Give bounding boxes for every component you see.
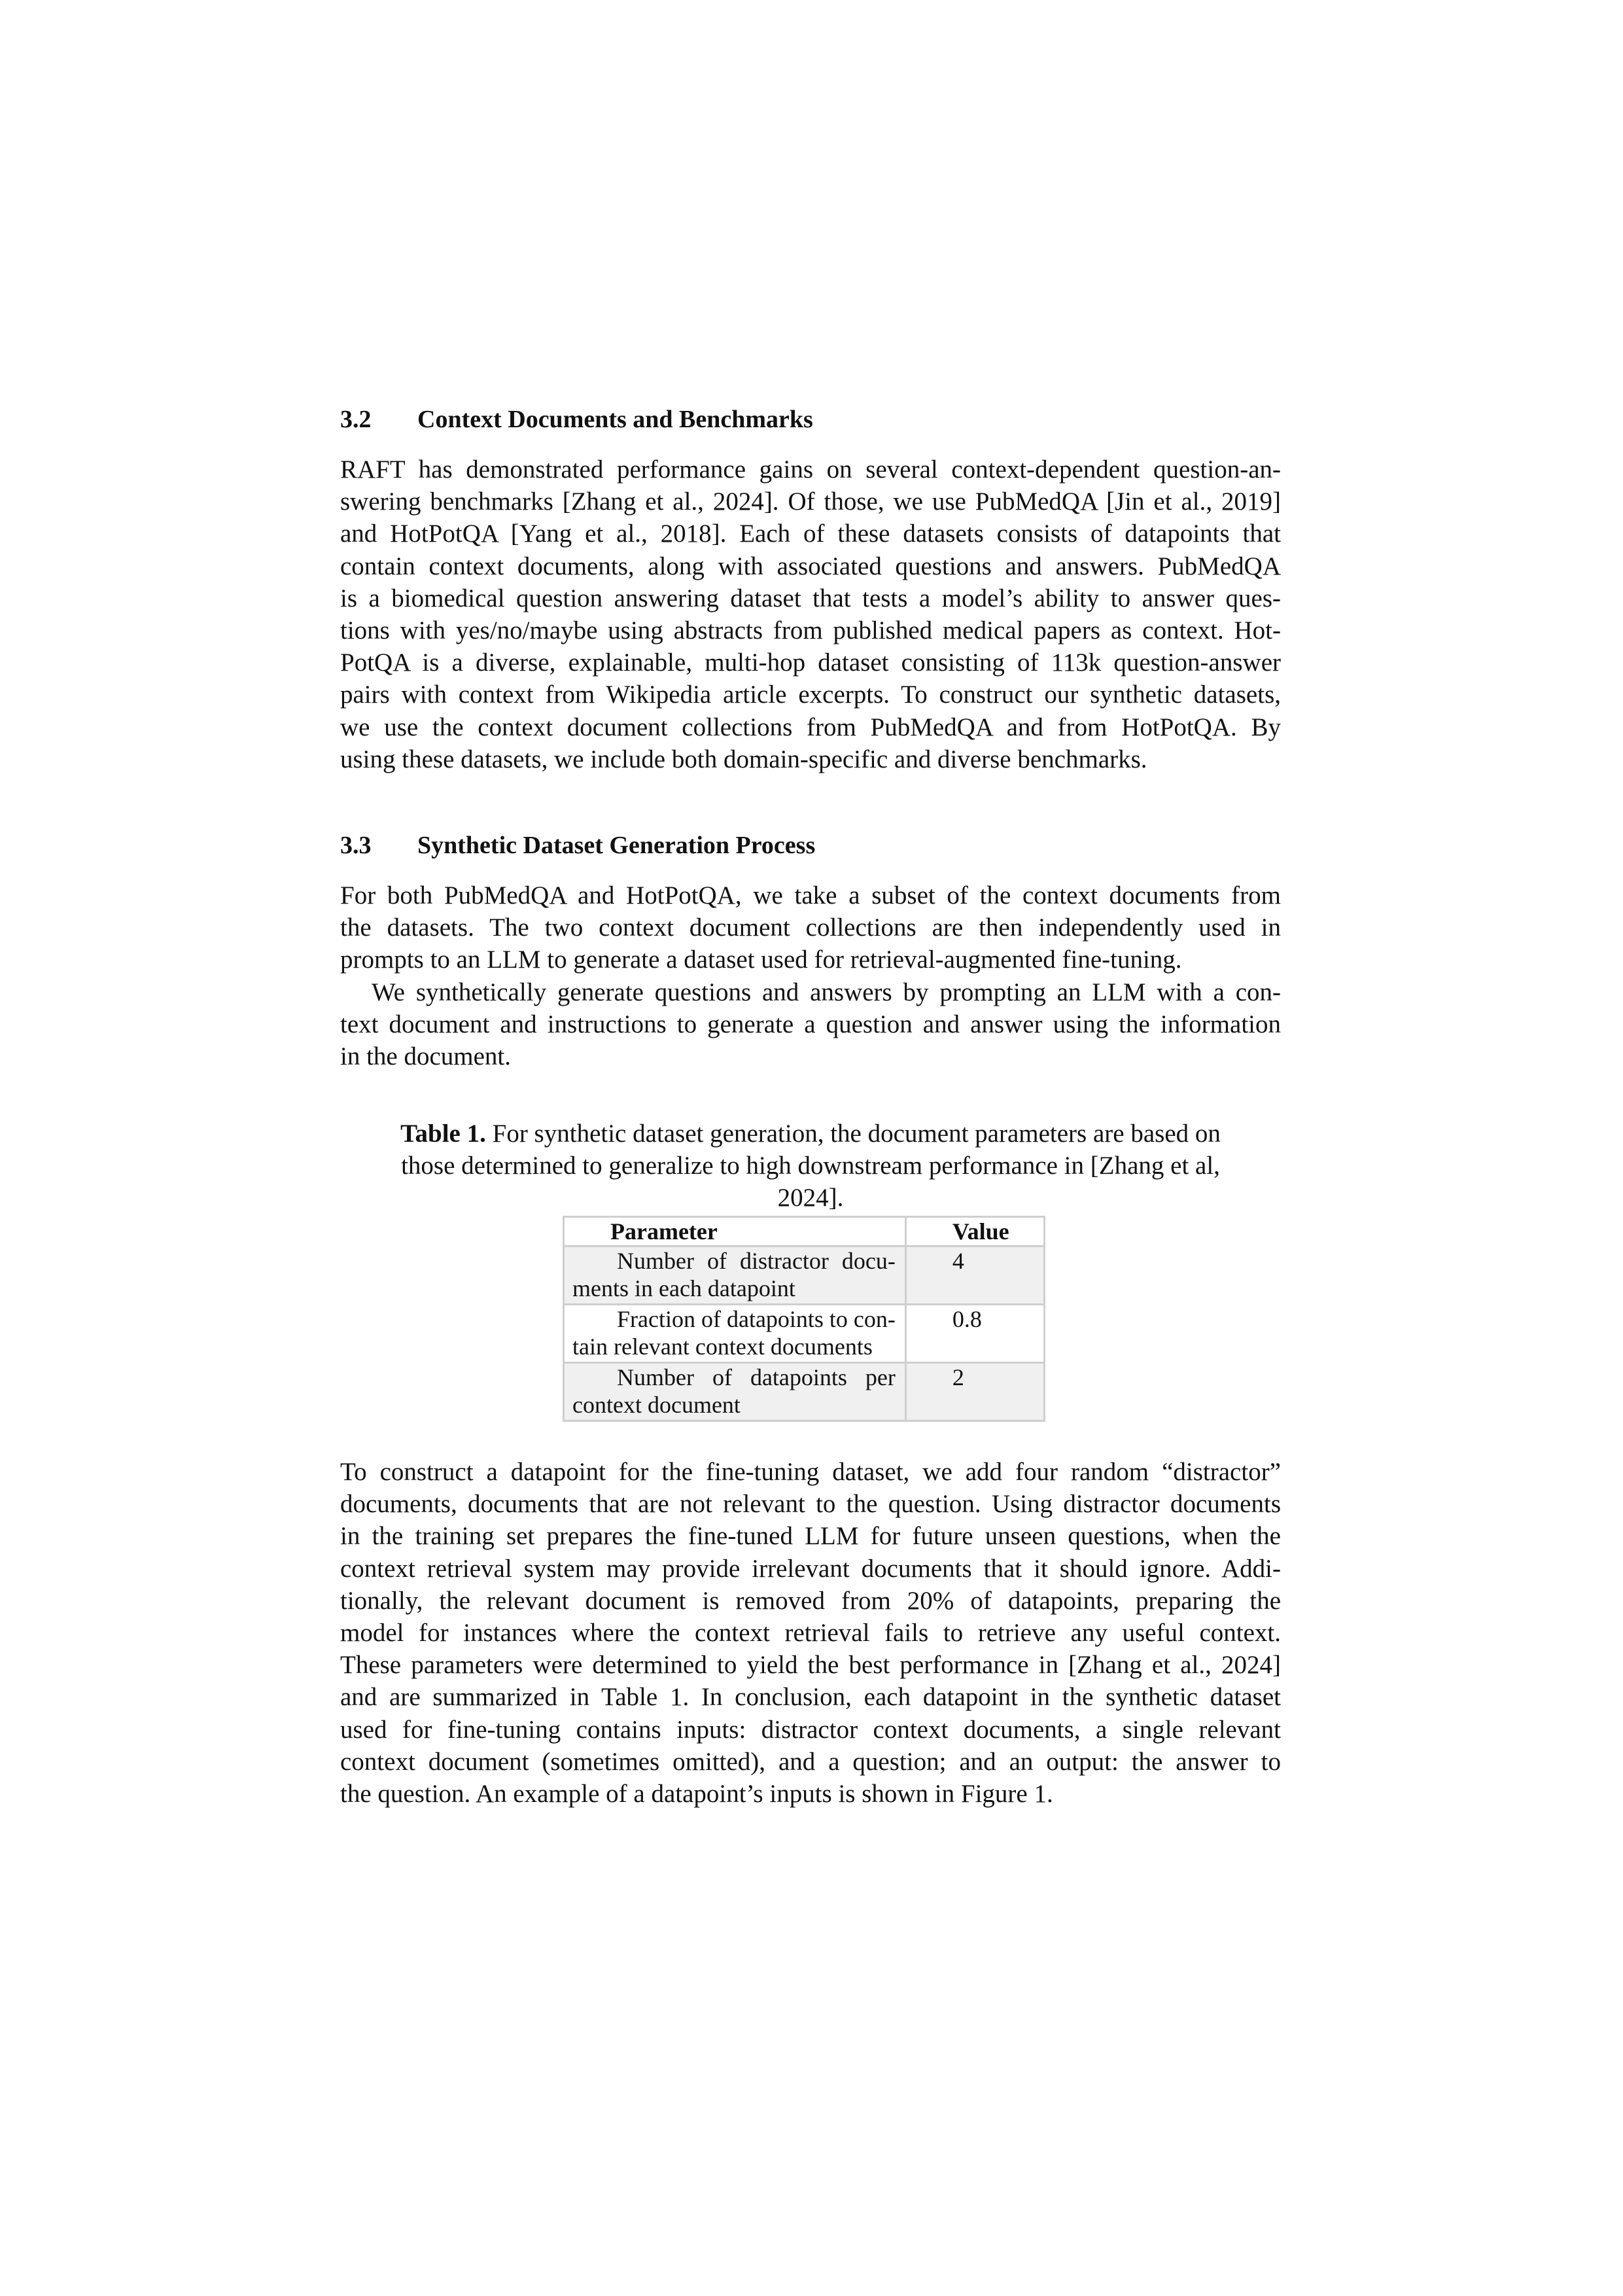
paragraph-3-3-3: [340, 1456, 1281, 1810]
paragraph-3-2: [340, 453, 1281, 775]
paragraph-3-3-1: [340, 879, 1281, 976]
paragraph-3-3-2: [340, 976, 1281, 1073]
text-line: used for fine-tuning contains inputs: distractor context documents, a single relevant: [340, 1715, 1281, 1744]
text-line: in the training set prepares the fine-tuned LLM for future unseen questions, when the: [340, 1522, 1281, 1551]
section-title: Synthetic Dataset Generation Process: [417, 832, 816, 859]
parameter-text: Fraction of datapoints to con-: [617, 1306, 896, 1332]
text-line: and are summarized in Table 1. In conclusion, each datapoint in the synthetic dataset: [340, 1683, 1281, 1712]
text-line: swering benchmarks [Zhang et al., 2024]. Of those, we use PubMedQA [Jin et al., 2019]: [340, 487, 1281, 516]
text-line: model for instances where the context retrieval fails to retrieve any useful context.: [340, 1618, 1281, 1647]
parameters-table: [563, 1216, 1045, 1422]
text-line: contain context documents, along with associated questions and answers. PubMedQA: [340, 552, 1281, 580]
text-line: the datasets. The two context document collections are then independently used in: [340, 913, 1281, 942]
text-line: using these datasets, we include both domain-specific and diverse benchmarks.: [340, 745, 1147, 773]
text-line: in the document.: [340, 1042, 512, 1071]
text-line: These parameters were determined to yield the best performance in [Zhang et al., 2024]: [340, 1651, 1281, 1680]
text-line: the question. An example of a datapoint’s inputs is shown in Figure 1.: [340, 1779, 1053, 1808]
text-line: and HotPotQA [Yang et al., 2018]. Each of these datasets consists of datapoints that: [340, 520, 1281, 548]
value-cell: 2: [905, 1363, 1044, 1421]
text-line: tions with yes/no/maybe using abstracts from published medical papers as context. Hot-: [340, 616, 1281, 645]
caption-line: 2024].: [777, 1184, 844, 1212]
text-line: We synthetically generate questions and answers by prompting an LLM with a con-: [372, 978, 1281, 1006]
table-label: Table 1.: [400, 1120, 486, 1148]
text-line: PotQA is a diverse, explainable, multi-hop dataset consisting of 113k question-answer: [340, 648, 1281, 677]
text-line: tionally, the relevant document is removed from 20% of datapoints, preparing the: [340, 1586, 1281, 1615]
caption-line: [366, 1118, 1255, 1150]
text-line: For both PubMedQA and HotPotQA, we take a subset of the context documents from: [340, 881, 1281, 910]
parameter-cell: [564, 1246, 906, 1305]
section-number: 3.2: [340, 406, 372, 433]
table-caption: [366, 1118, 1255, 1214]
text-line: pairs with context from Wikipedia article excerpts. To construct our synthetic datasets,: [340, 680, 1281, 709]
text-line: documents, documents that are not relevant to the question. Using distractor documents: [340, 1490, 1281, 1519]
value-cell: 0.8: [905, 1305, 1044, 1363]
text-line: To construct a datapoint for the fine-tuning dataset, we add four random “distractor”: [340, 1458, 1281, 1486]
text-line: we use the context document collections from PubMedQA and from HotPotQA. By: [340, 713, 1281, 741]
text-line: RAFT has demonstrated performance gains on several context-dependent question-an-: [340, 455, 1281, 484]
value-cell: 4: [905, 1246, 1044, 1305]
column-header-parameter: Parameter: [564, 1217, 906, 1246]
parameter-cell: [564, 1363, 906, 1421]
section-heading-3-2: [340, 404, 813, 435]
caption-text: For synthetic dataset generation, the document parameters are based on: [485, 1120, 1221, 1148]
parameter-text: Number of distractor docu-: [617, 1248, 896, 1274]
parameter-text: tain relevant context documents: [572, 1333, 873, 1360]
table-row: [564, 1246, 1045, 1305]
caption-line: those determined to generalize to high downstream performance in [Zhang et al,: [401, 1152, 1220, 1180]
parameter-text: context document: [572, 1392, 741, 1418]
table-row: [564, 1305, 1045, 1363]
table-row: [564, 1363, 1045, 1421]
parameter-text: Number of datapoints per: [617, 1364, 896, 1390]
text-line: is a biomedical question answering dataset that tests a model’s ability to answer ques-: [340, 584, 1281, 612]
table-header-row: [564, 1217, 1045, 1246]
section-number: 3.3: [340, 832, 372, 859]
section-title: Context Documents and Benchmarks: [417, 406, 813, 433]
text-line: text document and instructions to generate a question and answer using the information: [340, 1010, 1281, 1039]
text-line: prompts to an LLM to generate a dataset used for retrieval-augmented fine-tuning.: [340, 945, 1182, 974]
parameter-cell: [564, 1305, 906, 1363]
text-line: context retrieval system may provide irrelevant documents that it should ignore. Addi-: [340, 1554, 1281, 1583]
column-header-value: Value: [905, 1217, 1044, 1246]
text-line: context document (sometimes omitted), and a question; and an output: the answer to: [340, 1747, 1281, 1776]
parameter-text: ments in each datapoint: [572, 1275, 795, 1301]
section-heading-3-3: [340, 830, 815, 861]
